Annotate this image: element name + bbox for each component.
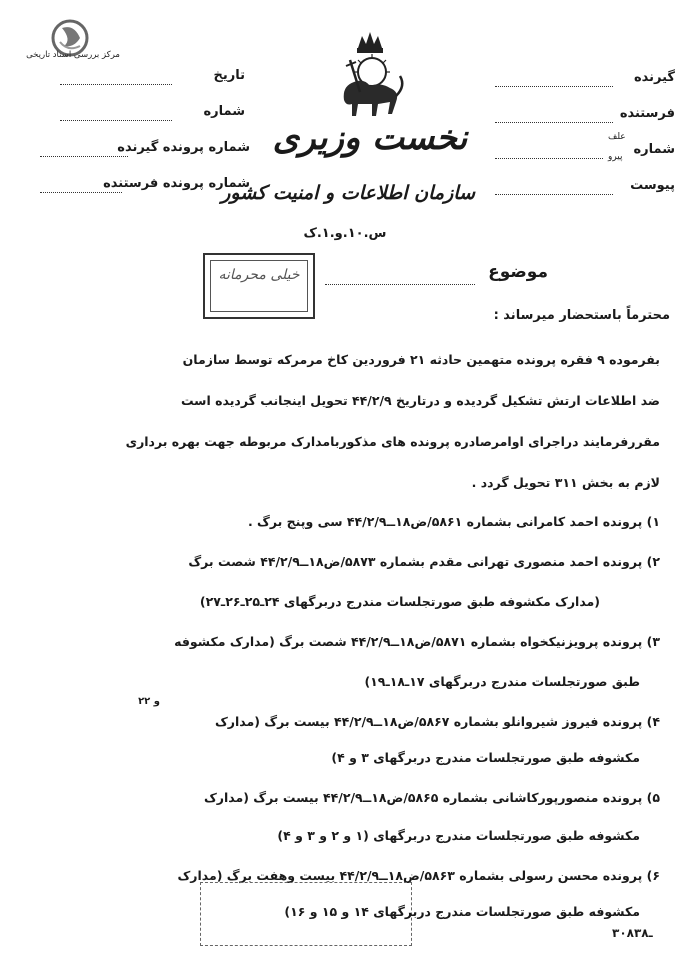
list-item-2-detail: (مدارک مکشوفه طبق صورتجلسات مندرج دربرگهای ۲۴ـ۲۵ـ۲۶ـ۲۷) (199, 594, 600, 609)
header-subtitle: سازمان اطلاعات و امنیت کشور (221, 182, 475, 204)
header-title: نخست وزیری (272, 118, 468, 158)
document-code: ۳۰۸ـ۳۸ (612, 926, 653, 940)
field-left-number-line (60, 120, 172, 121)
field-attachment-label: پیوست (630, 178, 675, 193)
list-item-2: ۲) پرونده احمد منصوری تهرانی مقدم بشماره ۵۸۷۳/ض۱۸ــ۴۴/۲/۹ شصت برگ (188, 554, 660, 569)
field-receiver-file-line (40, 156, 128, 157)
salutation: محترماً باستحضار میرساند : (493, 308, 670, 323)
body-line-3: مقررفرمایند دراجرای اوامرصادره پرونده های مذکوربامدارک مربوطه جهت بهره برداری (125, 434, 660, 449)
list-item-1: ۱) پرونده احمد کامرانی بشماره ۵۸۶۱/ض۱۸ــ۴۴/۲/۹ سی وپنج برگ . (247, 514, 660, 529)
field-date-line (60, 84, 172, 85)
field-number-note-bottom: پیرو (608, 152, 623, 162)
archive-name: مرکز بررسی اسناد تاریخی (26, 50, 120, 60)
subject-label: موضوع (488, 262, 548, 282)
list-item-4: ۴) پرونده فیروز شیروانلو بشماره ۵۸۶۷/ض۱۸ــ۴۴/۲/۹ بیست برگ (مدارک (214, 714, 660, 729)
field-receiver-line (495, 86, 613, 87)
field-left-number-label: شماره (203, 104, 245, 119)
lion-and-sun-crest-icon (330, 30, 410, 125)
list-item-6-detail: مکشوفه طبق صورتجلسات مندرج دربرگهای ۱۴ و ۱۵ و ۱۶) (284, 904, 640, 919)
confidential-stamp (203, 253, 315, 319)
header-code: س.۱۰.و.۱.ک (303, 226, 387, 241)
field-date-label: تاریخ (213, 68, 245, 83)
subject-line (325, 284, 475, 285)
field-sender-line (495, 122, 613, 123)
field-sender-label: فرستنده (619, 106, 675, 121)
list-item-6: ۶) پرونده محسن رسولی بشماره ۵۸۶۳/ض۱۸ــ۴۴/۲/۹ بیست وهفت برگ (مدارک (177, 868, 660, 883)
list-item-5-detail: مکشوفه طبق صورتجلسات مندرج دربرگهای (۱ و ۲ و ۳ و ۴) (277, 828, 640, 843)
body-line-2: ضد اطلاعات ارتش تشکیل گردیده و درتاریخ ۴۴/۲/۹ تحویل اینجانب گردیده است (180, 393, 660, 408)
stamp-text: خیلی محرمانه (218, 267, 300, 283)
body-line-4: لازم به بخش ۳۱۱ تحویل گردد . (471, 475, 660, 490)
field-sender-file-label: شماره پرونده فرستنده (103, 176, 250, 191)
field-number-label: شماره (633, 142, 675, 157)
list-item-3-detail: طبق صورتجلسات مندرج دربرگهای ۱۷ـ۱۸ـ۱۹) (364, 674, 640, 689)
field-receiver-file-label: شماره پرونده گیرنده (117, 140, 250, 155)
field-attachment-line (495, 194, 613, 195)
field-receiver-label: گیرنده (633, 70, 675, 85)
field-number-line (495, 158, 603, 159)
list-item-3: ۳) پرونده پرویزنیکخواه بشماره ۵۸۷۱/ض۱۸ــ۴۴/۲/۹ شصت برگ (مدارک مکشوفه (174, 634, 660, 649)
list-item-4-detail: مکشوفه طبق صورتجلسات مندرج دربرگهای ۳ و ۴) (331, 750, 640, 765)
field-sender-file-line (40, 192, 122, 193)
handwritten-annotation: و ۲۲ (138, 696, 160, 707)
field-number-note-top: علف (608, 132, 626, 142)
body-line-1: بفرموده ۹ فقره پرونده متهمین حادثه ۲۱ فروردین کاخ مرمرکه توسط سازمان (182, 352, 660, 367)
list-item-5: ۵) پرونده منصورپورکاشانی بشماره ۵۸۶۵/ض۱۸ــ۴۴/۲/۹ بیست برگ (مدارک (204, 790, 660, 805)
